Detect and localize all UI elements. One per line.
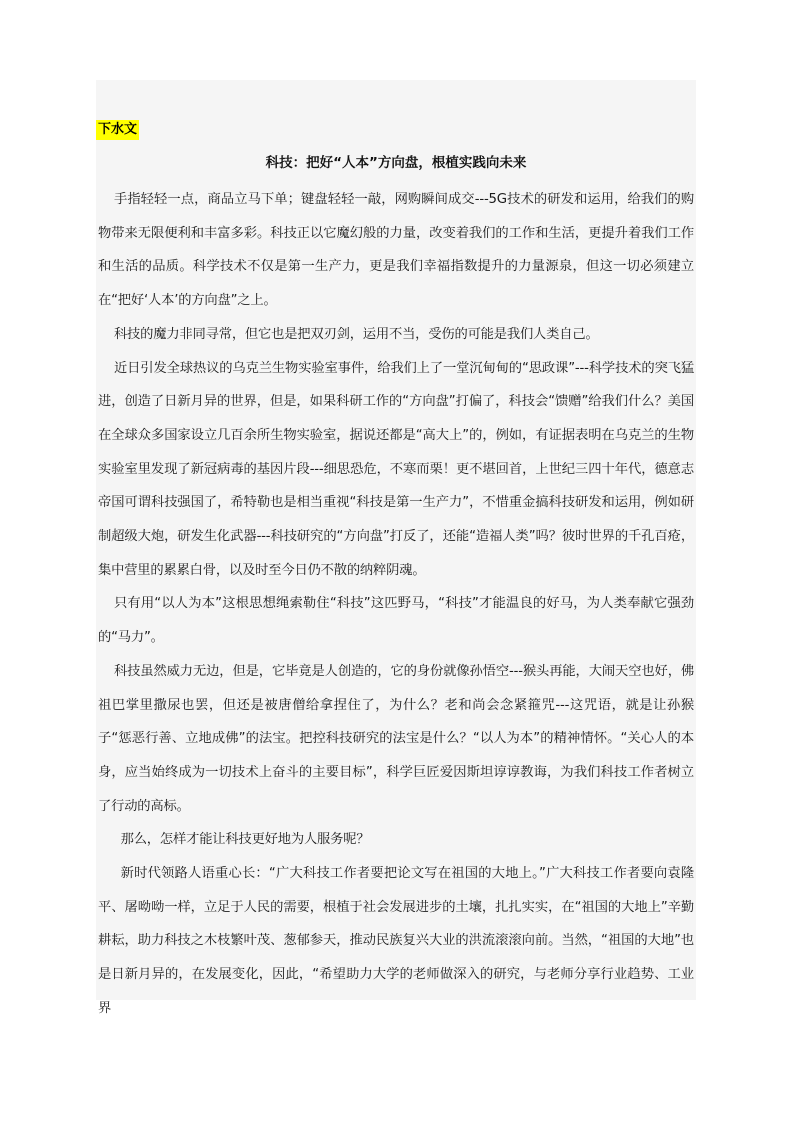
paragraph-7: 新时代领路人语重心长：“广大科技工作者要把论文写在祖国的大地上。”广大科技工作者要向袁隆平、屠呦呦一样，立足于人民的需要，根植于社会发展进步的土壤，扎扎实实，在“祖国的大地上”辛勤耕耘，助力科技之木枝繁叶茂、葱郁参天，推动民族复兴大业的洪流滚滚向前。当然，“祖国的大地”也是日新月异的，在发展变化，因此，“希望助力大学的老师做深入的研究，与老师分享行业趋势、工业界	[98, 866, 694, 1016]
paragraph-4: 只有用“以人为本”这根思想绳索勒住“科技”这匹野马，“科技”才能温良的好马，为人类奉献它强劲的“马力”。	[98, 596, 694, 646]
paragraph-3: 近日引发全球热议的乌克兰生物实验室事件，给我们上了一堂沉甸甸的“思政课”---科学技术的突飞猛进，创造了日新月异的世界，但是，如果科研工作的“方向盘”打偏了，科技会“馈赠”给我们什么？美国在全球众多国家设立几百余所生物实验室，据说还都是“高大上”的，例如，有证据表明在乌克兰的生物实验室里发现了新冠病毒的基因片段---细思恐危，不寒而栗！更不堪回首，上世纪三四十年代，德意志帝国可谓科技强国了，希特勒也是相当重视“科技是第一生产力”，不惜重金搞科技研发和运用，例如研制超级大炮，研发生化武器---科技研究的“方向盘”打反了，还能“造福人类”吗？彼时世界的千孔百疮，集中营里的累累白骨，以及时至今日仍不散的纳粹阴魂。	[98, 360, 694, 578]
paragraph-5: 科技虽然威力无边，但是，它毕竟是人创造的，它的身份就像孙悟空---猴头再能，大闹天空也好，佛祖巴掌里撒尿也罢，但还是被唐僧给拿捏住了，为什么？老和尚会念紧箍咒---这咒语，就是让孙猴子“惩恶行善、立地成佛”的法宝。把控科技研究的法宝是什么？“以人为本”的精神情怀。“关心人的本身，应当始终成为一切技术上奋斗的主要目标”，科学巨匠爱因斯坦谆谆教诲，为我们科技工作者树立了行动的高标。	[98, 663, 694, 814]
article-title: 科技：把好“人本”方向盘，根植实践向未来	[265, 155, 527, 171]
highlighted-tag: 下水文	[96, 120, 139, 140]
paragraph-6: 那么，怎样才能让科技更好地为人服务呢？	[120, 832, 370, 848]
paragraph-1: 手指轻轻一点，商品立马下单；键盘轻轻一敲，网购瞬间成交---5G技术的研发和运用，给我们的购物带来无限便利和丰富多彩。科技正以它魔幻般的力量，改变着我们的工作和生活，更提升着我们工作和生活的品质。科学技术不仅是第一生产力，更是我们幸福指数提升的力量源泉，但这一切必须建立在“把好‘人本’的方向盘”之上。	[98, 192, 694, 309]
paragraph-2: 科技的魔力非同寻常，但它也是把双刃剑，运用不当，受伤的可能是我们人类自己。	[113, 326, 599, 342]
article-body	[98, 183, 694, 1026]
